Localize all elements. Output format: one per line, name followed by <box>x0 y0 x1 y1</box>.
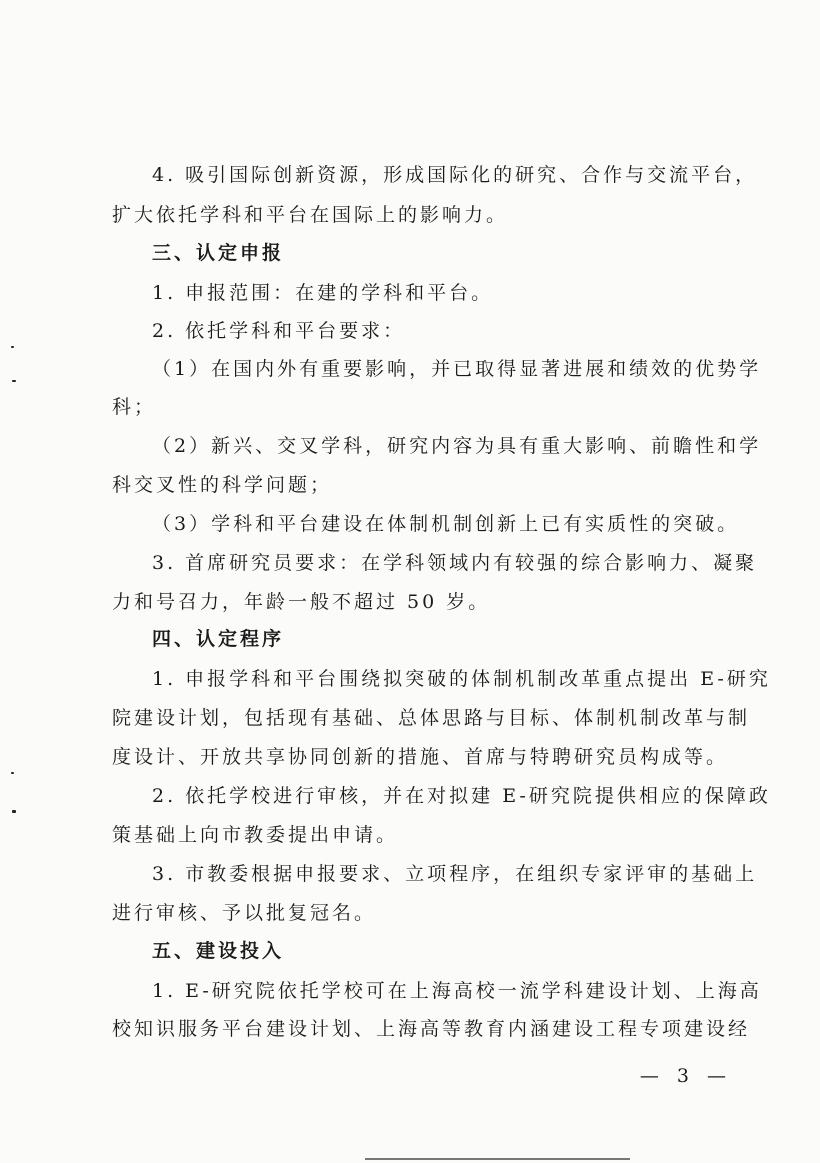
text-line: 1. 申报学科和平台围绕拟突破的体制机制改革重点提出 E-研究 <box>152 668 771 690</box>
text-line: 进行审核、予以批复冠名。 <box>112 902 377 924</box>
text-line: （1）在国内外有重要影响，并已取得显著进展和绩效的优势学 <box>152 358 762 380</box>
text-line: 1. E-研究院依托学校可在上海高校一流学科建设计划、上海高 <box>152 980 762 1002</box>
section-heading: 四、认定程序 <box>152 628 285 650</box>
text-line: （3）学科和平台建设在体制机制创新上已有实质性的突破。 <box>152 513 740 535</box>
text-line: 4. 吸引国际创新资源，形成国际化的研究、合作与交流平台， <box>152 164 758 186</box>
text-line: 力和号召力，年龄一般不超过 50 岁。 <box>112 591 491 613</box>
bottom-rule <box>365 1158 630 1160</box>
text-line: 3. 首席研究员要求：在学科领域内有较强的综合影响力、凝聚 <box>152 552 758 574</box>
section-heading: 三、认定申报 <box>152 242 285 264</box>
section-heading: 五、建设投入 <box>152 940 285 962</box>
text-line: 2. 依托学校进行审核，并在对拟建 E-研究院提供相应的保障政 <box>152 785 771 807</box>
text-line: 校知识服务平台建设计划、上海高等教育内涵建设工程专项建设经 <box>112 1018 751 1040</box>
text-line: （2）新兴、交叉学科，研究内容为具有重大影响、前瞻性和学 <box>152 435 762 457</box>
text-line: 科； <box>112 396 157 418</box>
text-line: 策基础上向市教委提出申请。 <box>112 824 399 846</box>
scan-mark <box>11 346 14 348</box>
text-line: 3. 市教委根据申报要求、立项程序，在组织专家评审的基础上 <box>152 863 758 885</box>
text-line: 扩大依托学科和平台在国际上的影响力。 <box>112 204 509 226</box>
text-line: 1. 申报范围：在建的学科和平台。 <box>152 282 494 304</box>
scan-mark <box>12 380 16 382</box>
text-line: 科交叉性的科学问题； <box>112 474 333 496</box>
scan-mark <box>12 810 16 813</box>
text-line: 2. 依托学科和平台要求： <box>152 320 406 342</box>
text-line: 院建设计划，包括现有基础、总体思路与目标、体制机制改革与制 <box>112 707 751 729</box>
page-number: — 3 — <box>639 1065 732 1087</box>
scan-mark <box>11 772 14 774</box>
text-line: 度设计、开放共享协同创新的措施、首席与特聘研究员构成等。 <box>112 746 729 768</box>
